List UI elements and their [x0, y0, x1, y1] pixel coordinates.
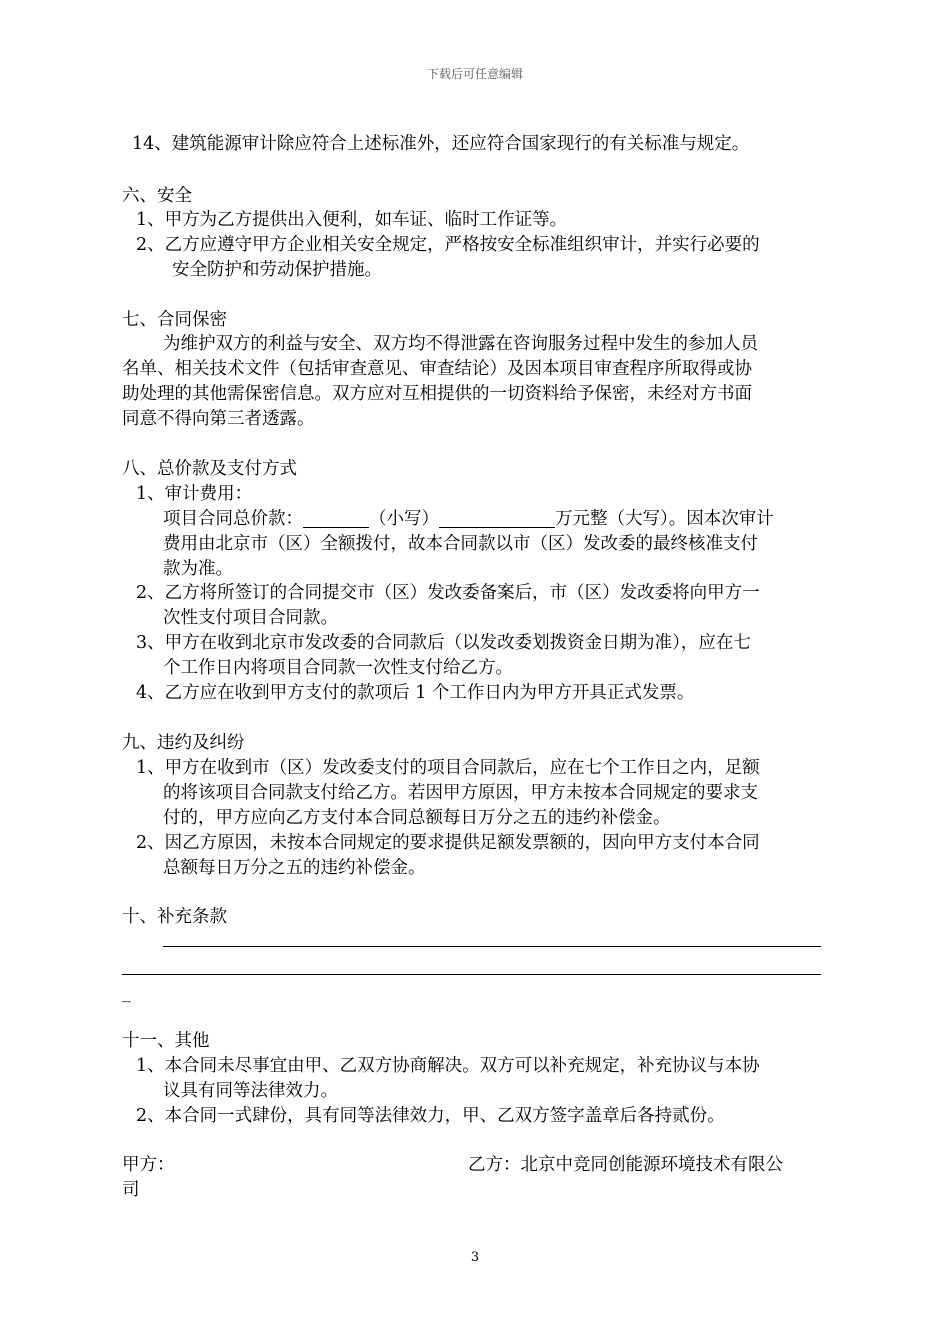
section-6-item-1: 1、甲方为乙方提供出入便利，如车证、临时工作证等。 [136, 210, 568, 230]
clause-14: 14、建筑能源审计除应符合上述标准外，还应符合国家现行的有关标准与规定。 [132, 134, 750, 154]
section-8-item-4: 4、乙方应在收到甲方支付的款项后 1 个工作日内为甲方开具正式发票。 [136, 683, 695, 703]
section-7-para-line-2: 名单、相关技术文件（包括审查意见、审查结论）及因本项目审查程序所取得或协 [122, 359, 752, 379]
section-9-item-2-line-1: 2、因乙方原因，未按本合同规定的要求提供足额发票额的，因向甲方支付本合同 [136, 833, 760, 853]
party-b-label: 乙方：北京中竞同创能源环境技术有限公 [468, 1155, 783, 1175]
section-8-item-1: 1、审计费用： [136, 484, 253, 504]
price-big-label: 万元整（大写）。因本次审计 [555, 509, 774, 529]
section-9-item-1-line-1: 1、甲方在收到市（区）发改委支付的项目合同款后，应在七个工作日之内，足额 [136, 758, 760, 778]
section-7-para-line-3: 助处理的其他需保密信息。双方应对互相提供的一切资料给予保密，未经对方书面 [122, 384, 752, 404]
party-a-label: 甲方： [122, 1155, 175, 1175]
price-label: 项目合同总价款： [163, 509, 303, 529]
section-10-title: 十、补充条款 [122, 907, 227, 927]
page-number: 3 [470, 1250, 480, 1265]
section-8-item-1-line-2: 费用由北京市（区）全额拨付，故本合同款以市（区）发改委的最终核准支付 [163, 534, 758, 554]
section-9-item-2-line-2: 总额每日万分之五的违约补偿金。 [163, 858, 426, 878]
section-8-item-2-line-1: 2、乙方将所签订的合同提交市（区）发改委备案后，市（区）发改委将向甲方一 [136, 583, 760, 603]
price-big-blank[interactable] [439, 509, 555, 528]
section-8-item-2-line-2: 次性支付项目合同款。 [163, 608, 338, 628]
price-small-blank[interactable] [303, 509, 369, 528]
section-7-para-line-4: 同意不得向第三者透露。 [122, 409, 315, 429]
section-8-price-line [163, 506, 774, 532]
section-11-item-1-line-2: 议具有同等法律效力。 [163, 1081, 338, 1101]
section-6-item-2-line-1: 2、乙方应遵守甲方企业相关安全规定，严格按安全标准组织审计，并实行必要的 [136, 235, 760, 255]
section-8-item-1-line-3: 款为准。 [163, 559, 233, 579]
section-9-item-1-line-3: 付的，甲方应向乙方支付本合同总额每日万分之五的违约补偿金。 [163, 808, 671, 828]
section-8-title: 八、总价款及支付方式 [122, 459, 297, 479]
section-6-item-2-line-2: 安全防护和劳动保护措施。 [172, 260, 382, 280]
page-header-note: 下载后可任意编辑 [426, 67, 523, 81]
section-11-item-1-line-1: 1、本合同未尽事宜由甲、乙双方协商解决。双方可以补充规定，补充协议与本协 [136, 1056, 760, 1076]
section-11-item-2: 2、本合同一式肆份，具有同等法律效力，甲、乙双方签字盖章后各持贰份。 [136, 1106, 725, 1126]
section-8-item-3-line-1: 3、甲方在收到北京市发改委的合同款后（以发改委划拨资金日期为准），应在七 [136, 633, 751, 653]
party-b-label-wrap: 司 [122, 1180, 140, 1200]
supplementary-blank-line-2[interactable] [122, 974, 821, 975]
section-9-item-1-line-2: 的将该项目合同款支付给乙方。若因甲方原因，甲方未按本合同规定的要求支 [163, 783, 758, 803]
section-9-title: 九、违约及纠纷 [122, 733, 245, 753]
section-8-item-3-line-2: 个工作日内将项目合同款一次性支付给乙方。 [163, 658, 513, 678]
section-7-para-line-1: 为维护双方的利益与安全、双方均不得泄露在咨询服务过程中发生的参加人员 [163, 334, 758, 354]
price-small-label: （小写） [369, 509, 439, 529]
section-7-title: 七、合同保密 [122, 310, 227, 330]
supplementary-blank-line-1[interactable] [163, 946, 821, 947]
section-6-title: 六、安全 [122, 186, 192, 206]
supplementary-blank-tail: _ [122, 983, 131, 1003]
section-11-title: 十一、其他 [122, 1031, 210, 1051]
